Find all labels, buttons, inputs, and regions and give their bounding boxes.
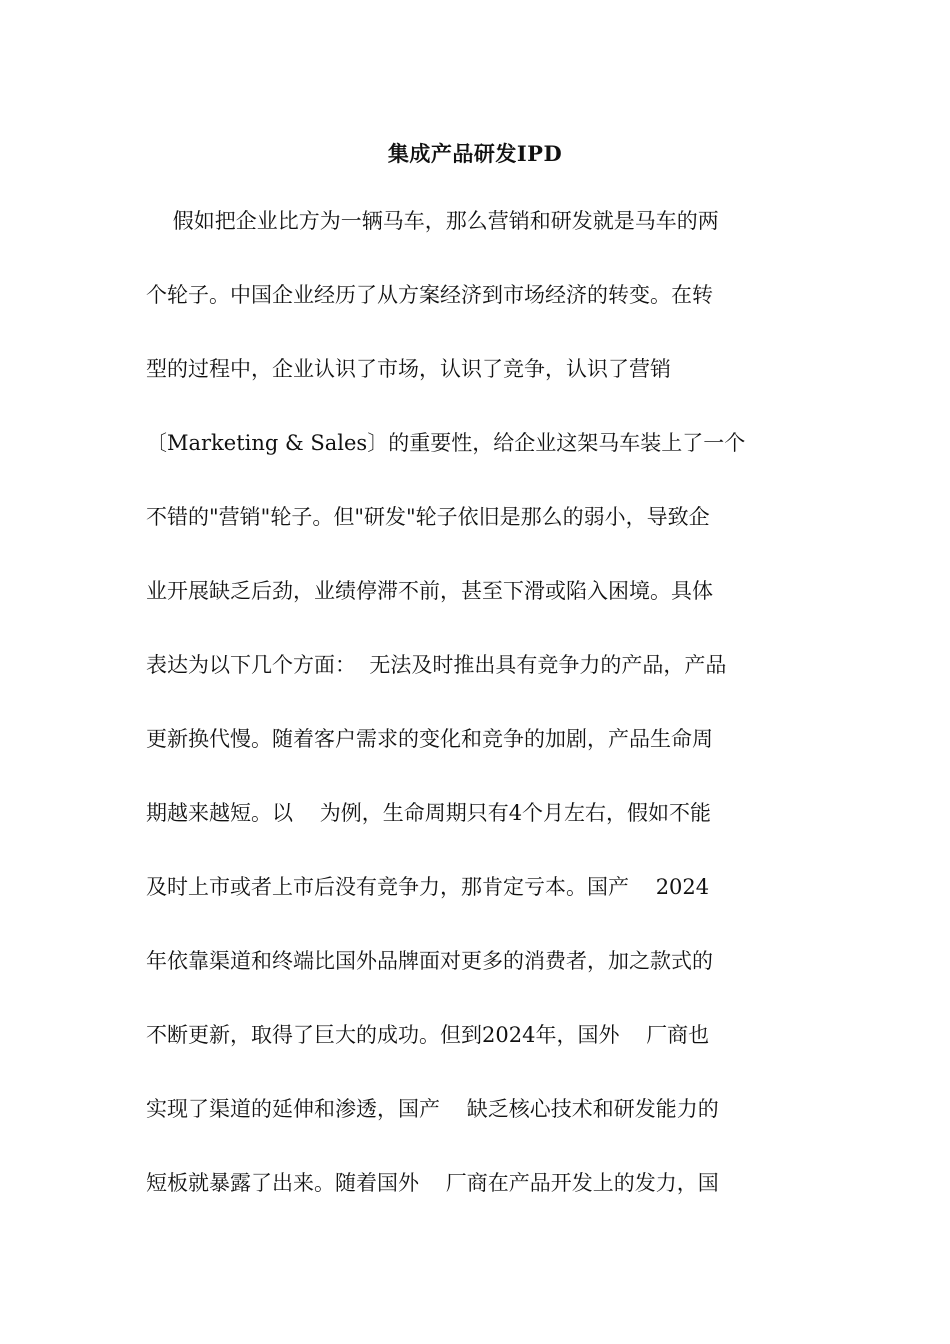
- text-line: 期越来越短。以 为例，生命周期只有4个月左右，假如不能: [146, 801, 712, 825]
- text-line: 不断更新，取得了巨大的成功。但到2024年，国外 厂商也: [146, 1023, 710, 1047]
- text-line: 型的过程中，企业认识了市场，认识了竞争，认识了营销: [146, 357, 671, 381]
- text-line: 短板就暴露了出来。随着国外 厂商在产品开发上的发力，国: [146, 1171, 719, 1195]
- text-line: 更新换代慢。随着客户需求的变化和竞争的加剧，产品生命周: [146, 727, 713, 751]
- page-title: 集成产品研发IPD: [387, 141, 563, 166]
- text-line: 表达为以下几个方面： 无法及时推出具有竞争力的产品，产品: [146, 653, 727, 677]
- text-line: 〔Marketing & Sales〕的重要性，给企业这架马车装上了一个: [146, 431, 746, 455]
- text-line: 假如把企业比方为一辆马车，那么营销和研发就是马车的两: [146, 209, 719, 233]
- text-line: 业开展缺乏后劲，业绩停滞不前，甚至下滑或陷入困境。具体: [146, 579, 713, 603]
- text-line: 个轮子。中国企业经历了从方案经济到市场经济的转变。在转: [146, 283, 713, 307]
- text-line: 年依靠渠道和终端比国外品牌面对更多的消费者，加之款式的: [146, 949, 713, 973]
- text-line: 不错的"营销"轮子。但"研发"轮子依旧是那么的弱小，导致企: [146, 505, 710, 529]
- text-line: 实现了渠道的延伸和渗透，国产 缺乏核心技术和研发能力的: [146, 1097, 719, 1121]
- text-line: 及时上市或者上市后没有竞争力，那肯定亏本。国产 2024: [146, 875, 710, 899]
